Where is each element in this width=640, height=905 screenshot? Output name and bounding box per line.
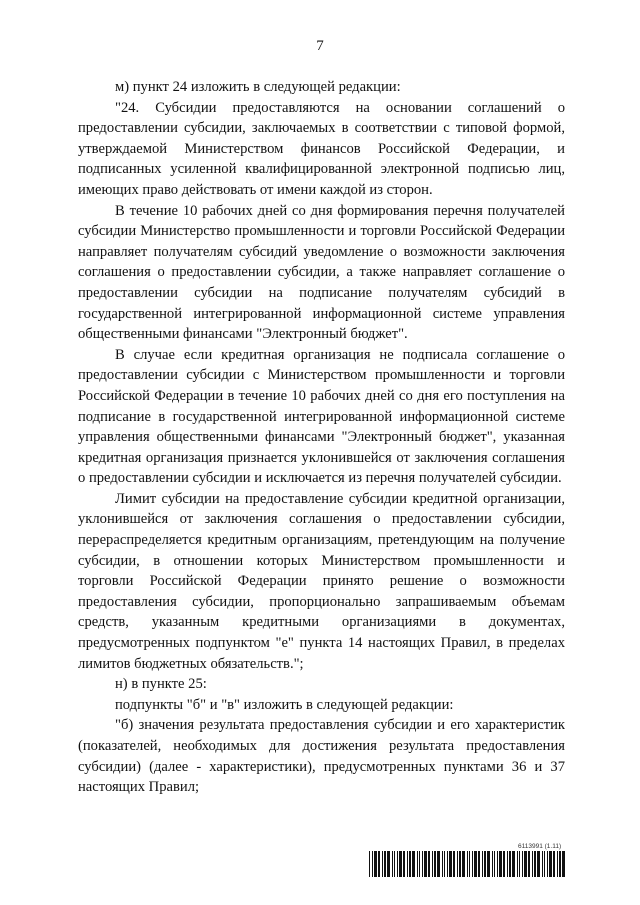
barcode-bar [434, 851, 436, 877]
barcode-bar [517, 851, 518, 877]
barcode-bar [403, 851, 405, 877]
barcode-bar [557, 851, 558, 877]
barcode-bar [482, 851, 483, 877]
barcode-bar [422, 851, 423, 877]
barcode-bar [528, 851, 530, 877]
paragraph: В случае если кредитная организация не подписала соглашение о предоставлении субсидии с Министерством промышленности и торговли Российской Федерации в течение 10 рабочих дней со дня его поступления на подписание в государственной интегрированной информационной системе управления общественными финансами "Электронный бюджет", указанная кредитная организация признается уклонившейся от заключения соглашения о предоставлении субсидии и исключается из перечня получателей субсидии. [78, 346, 565, 487]
barcode-bar [562, 851, 565, 877]
paragraph: "б) значения результата предоставления субсидии и его характеристик (показателей, необходимых для достижения результата предоставления субсидии) (далее - характеристики), предусмотренных пунктами 36 и 37 настоящих Правил; [78, 717, 565, 796]
barcode-bar [462, 851, 465, 877]
barcode-bar [507, 851, 508, 877]
barcode-bar [378, 851, 380, 877]
paragraph: Лимит субсидии на предоставление субсидии кредитной организации, уклонившейся от заключения соглашения о предоставлении субсидии, перераспределяется кредитным организациям, претендующим на получение субсидии, в отношении которых Министерством промышленности и торговли Российской Федерации принято решение о возможности предоставления субсидии, пропорционально запрашиваемым объемам средств, указанным кредитными организациями в документах, предусмотренных подпунктом "е" пункта 14 настоящих Правил, в пределах лимитов бюджетных обязательств."; [78, 490, 565, 672]
barcode-bar [444, 851, 445, 877]
barcode-bar [374, 851, 377, 877]
barcode-bar [512, 851, 515, 877]
document-code: 6113991 (1.11) [518, 843, 562, 850]
barcode-bar [382, 851, 383, 877]
barcode-bar [503, 851, 505, 877]
barcode-bar [549, 851, 552, 877]
barcode-bar [394, 851, 395, 877]
barcode-bar [499, 851, 502, 877]
barcode-bar [542, 851, 543, 877]
barcode-bar [449, 851, 452, 877]
barcode-bar [407, 851, 408, 877]
barcode-bar [509, 851, 511, 877]
barcode-bar [387, 851, 390, 877]
barcode [369, 851, 565, 877]
barcode-graphic [369, 851, 565, 877]
paragraph: подпункты "б" и "в" изложить в следующей редакции: [115, 696, 454, 713]
barcode-bar [474, 851, 477, 877]
barcode-bar [424, 851, 427, 877]
paragraph: н) в пункте 25: [115, 676, 207, 693]
barcode-bar [392, 851, 393, 877]
barcode-bar [384, 851, 386, 877]
paragraph: "24. Субсидии предоставляются на основании соглашений о предоставлении субсидии, заключаемых в соответствии с типовой формой, утверждаемой Министерством финансов Российской Федерации, и подписанных усиленной квалифицированной электронной подписью лиц, имеющих право действовать от имени каждой из сторон. [78, 99, 565, 198]
barcode-bar [469, 851, 470, 877]
paragraph: В течение 10 рабочих дней со дня формирования перечня получателей субсидии Министерство промышленности и торговли Российской Федерации направляет получателям субсидий уведомление о возможности заключения соглашения о предоставлении субсидии, а также направляет соглашение о предоставлении субсидии на подписание получателям субсидий в государственной интегрированной информационной системе управления общественными финансами "Электронный бюджет". [78, 202, 565, 343]
paragraph: м) пункт 24 изложить в следующей редакции: [115, 79, 401, 95]
barcode-bar [453, 851, 455, 877]
barcode-bar [492, 851, 493, 877]
barcode-bar [372, 851, 373, 877]
barcode-bar [534, 851, 536, 877]
barcode-bar [559, 851, 561, 877]
barcode-bar [537, 851, 540, 877]
barcode-bar [519, 851, 520, 877]
barcode-bar [432, 851, 433, 877]
barcode-bar [472, 851, 473, 877]
barcode-bar [459, 851, 461, 877]
barcode-bar [442, 851, 443, 877]
barcode-bar [524, 851, 527, 877]
barcode-bar [419, 851, 420, 877]
barcode-bar [369, 851, 370, 877]
barcode-bar [532, 851, 533, 877]
barcode-bar [487, 851, 490, 877]
barcode-bar [399, 851, 402, 877]
barcode-bar [553, 851, 555, 877]
barcode-bar [547, 851, 548, 877]
barcode-bar [497, 851, 498, 877]
barcode-bar [457, 851, 458, 877]
barcode-bar [428, 851, 430, 877]
barcode-bar [409, 851, 411, 877]
barcode-bar [522, 851, 523, 877]
barcode-bar [494, 851, 495, 877]
barcode-bar [484, 851, 486, 877]
barcode-bar [397, 851, 398, 877]
document-body [78, 77, 565, 798]
barcode-bar [478, 851, 480, 877]
barcode-bar [412, 851, 415, 877]
barcode-bar [437, 851, 440, 877]
page-number: 7 [316, 38, 324, 54]
barcode-bar [417, 851, 418, 877]
barcode-bar [544, 851, 545, 877]
barcode-bar [467, 851, 468, 877]
barcode-bar [447, 851, 448, 877]
